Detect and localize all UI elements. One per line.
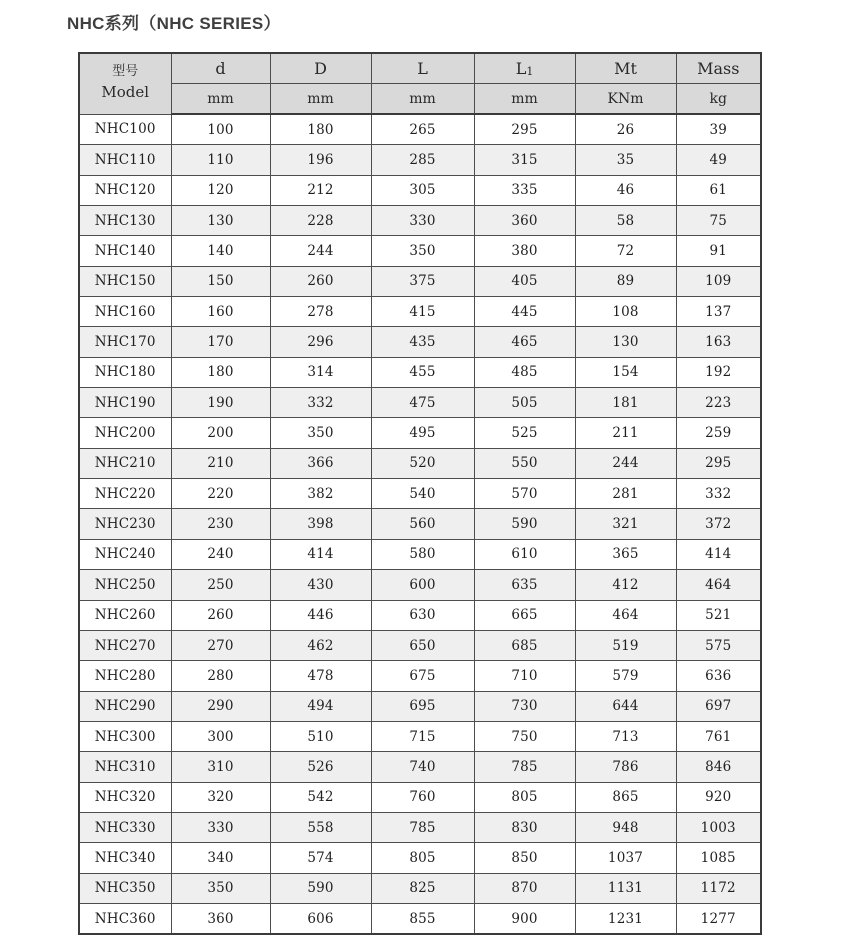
value-cell-mass: 636 (676, 661, 761, 691)
value-cell-mass: 109 (676, 266, 761, 296)
value-cell-mass: 1172 (676, 873, 761, 903)
value-cell-l1: 900 (474, 903, 575, 934)
value-cell-d: 526 (270, 752, 371, 782)
value-cell-l: 715 (371, 721, 474, 751)
model-cell: NHC100 (79, 114, 171, 145)
value-cell-l: 455 (371, 357, 474, 387)
value-cell-l: 695 (371, 691, 474, 721)
model-header-en: Model (101, 83, 150, 102)
value-cell-mt: 108 (575, 297, 676, 327)
table-row (79, 721, 761, 751)
value-cell-mass: 163 (676, 327, 761, 357)
value-cell-d: 558 (270, 812, 371, 842)
model-cell: NHC230 (79, 509, 171, 539)
value-cell-d: 290 (171, 691, 270, 721)
column-unit-d: mm (171, 84, 270, 115)
value-cell-l1: 610 (474, 539, 575, 569)
value-cell-l: 305 (371, 175, 474, 205)
value-cell-mass: 697 (676, 691, 761, 721)
model-cell: NHC200 (79, 418, 171, 448)
value-cell-d: 310 (171, 752, 270, 782)
value-cell-d: 430 (270, 570, 371, 600)
value-cell-mt: 281 (575, 479, 676, 509)
value-cell-l: 785 (371, 812, 474, 842)
value-cell-d: 160 (171, 297, 270, 327)
value-cell-mt: 211 (575, 418, 676, 448)
value-cell-mass: 464 (676, 570, 761, 600)
model-cell: NHC160 (79, 297, 171, 327)
model-cell: NHC210 (79, 448, 171, 478)
value-cell-l1: 785 (474, 752, 575, 782)
column-label: D (314, 59, 327, 78)
value-cell-l1: 295 (474, 114, 575, 145)
value-cell-d: 478 (270, 661, 371, 691)
value-cell-l: 375 (371, 266, 474, 296)
column-unit-d: mm (270, 84, 371, 115)
table-row (79, 812, 761, 842)
table-header (79, 53, 761, 114)
value-cell-d: 150 (171, 266, 270, 296)
value-cell-mt: 365 (575, 539, 676, 569)
value-cell-d: 446 (270, 600, 371, 630)
value-cell-l1: 380 (474, 236, 575, 266)
column-header-l (371, 53, 474, 84)
table-row (79, 539, 761, 569)
value-cell-l: 675 (371, 661, 474, 691)
table-row (79, 630, 761, 660)
value-cell-mass: 61 (676, 175, 761, 205)
value-cell-l1: 710 (474, 661, 575, 691)
column-label: Mass (697, 59, 740, 78)
value-cell-d: 228 (270, 206, 371, 236)
table-row (79, 206, 761, 236)
value-cell-mt: 58 (575, 206, 676, 236)
value-cell-l: 630 (371, 600, 474, 630)
value-cell-l1: 550 (474, 448, 575, 478)
value-cell-mass: 223 (676, 388, 761, 418)
value-cell-mass: 372 (676, 509, 761, 539)
value-cell-d: 130 (171, 206, 270, 236)
value-cell-d: 250 (171, 570, 270, 600)
column-label: d (215, 59, 226, 78)
page-title: NHC系列（NHC SERIES） (67, 14, 281, 33)
value-cell-d: 180 (270, 114, 371, 145)
value-cell-d: 366 (270, 448, 371, 478)
model-cell: NHC140 (79, 236, 171, 266)
column-label: L (417, 59, 428, 78)
value-cell-l: 540 (371, 479, 474, 509)
table-row (79, 357, 761, 387)
value-cell-mt: 786 (575, 752, 676, 782)
model-cell: NHC360 (79, 903, 171, 934)
value-cell-d: 260 (171, 600, 270, 630)
model-cell: NHC310 (79, 752, 171, 782)
value-cell-d: 280 (171, 661, 270, 691)
value-cell-l: 265 (371, 114, 474, 145)
model-cell: NHC170 (79, 327, 171, 357)
value-cell-l1: 445 (474, 297, 575, 327)
value-cell-d: 110 (171, 145, 270, 175)
table-row (79, 691, 761, 721)
value-cell-mass: 49 (676, 145, 761, 175)
model-cell: NHC190 (79, 388, 171, 418)
value-cell-l: 760 (371, 782, 474, 812)
table-body (79, 114, 761, 934)
value-cell-d: 574 (270, 843, 371, 873)
value-cell-mt: 579 (575, 661, 676, 691)
value-cell-mt: 412 (575, 570, 676, 600)
value-cell-mass: 1277 (676, 903, 761, 934)
model-cell: NHC260 (79, 600, 171, 630)
value-cell-d: 100 (171, 114, 270, 145)
header-row-units (79, 84, 761, 115)
model-cell: NHC120 (79, 175, 171, 205)
value-cell-mt: 1131 (575, 873, 676, 903)
value-cell-l1: 870 (474, 873, 575, 903)
value-cell-l: 740 (371, 752, 474, 782)
value-cell-mt: 1231 (575, 903, 676, 934)
value-cell-l1: 360 (474, 206, 575, 236)
value-cell-l1: 850 (474, 843, 575, 873)
value-cell-d: 462 (270, 630, 371, 660)
value-cell-d: 340 (171, 843, 270, 873)
value-cell-d: 200 (171, 418, 270, 448)
column-header-l1 (474, 53, 575, 84)
value-cell-l: 495 (371, 418, 474, 448)
table-row (79, 782, 761, 812)
value-cell-l: 650 (371, 630, 474, 660)
column-header-d (270, 53, 371, 84)
value-cell-mass: 846 (676, 752, 761, 782)
column-label: Mt (614, 59, 637, 78)
value-cell-d: 190 (171, 388, 270, 418)
value-cell-l: 475 (371, 388, 474, 418)
value-cell-mass: 920 (676, 782, 761, 812)
table-row (79, 327, 761, 357)
value-cell-d: 210 (171, 448, 270, 478)
value-cell-d: 196 (270, 145, 371, 175)
value-cell-mt: 46 (575, 175, 676, 205)
value-cell-l1: 730 (474, 691, 575, 721)
table-row (79, 236, 761, 266)
value-cell-l1: 830 (474, 812, 575, 842)
value-cell-l: 285 (371, 145, 474, 175)
value-cell-mt: 1037 (575, 843, 676, 873)
value-cell-l: 350 (371, 236, 474, 266)
value-cell-l1: 685 (474, 630, 575, 660)
value-cell-d: 296 (270, 327, 371, 357)
value-cell-l1: 505 (474, 388, 575, 418)
value-cell-d: 542 (270, 782, 371, 812)
value-cell-d: 270 (171, 630, 270, 660)
column-unit-mt: KNm (575, 84, 676, 115)
value-cell-d: 332 (270, 388, 371, 418)
value-cell-l1: 590 (474, 509, 575, 539)
table-row (79, 418, 761, 448)
model-cell: NHC300 (79, 721, 171, 751)
value-cell-d: 360 (171, 903, 270, 934)
value-cell-l1: 805 (474, 782, 575, 812)
value-cell-l1: 665 (474, 600, 575, 630)
value-cell-mt: 519 (575, 630, 676, 660)
value-cell-l1: 315 (474, 145, 575, 175)
value-cell-mass: 1085 (676, 843, 761, 873)
value-cell-mt: 72 (575, 236, 676, 266)
value-cell-mass: 332 (676, 479, 761, 509)
value-cell-d: 320 (171, 782, 270, 812)
model-cell: NHC110 (79, 145, 171, 175)
value-cell-d: 244 (270, 236, 371, 266)
model-cell: NHC350 (79, 873, 171, 903)
table-row (79, 661, 761, 691)
value-cell-l1: 335 (474, 175, 575, 205)
column-unit-l: mm (371, 84, 474, 115)
value-cell-d: 414 (270, 539, 371, 569)
value-cell-d: 510 (270, 721, 371, 751)
value-cell-mass: 137 (676, 297, 761, 327)
value-cell-mt: 948 (575, 812, 676, 842)
table-row (79, 266, 761, 296)
value-cell-d: 590 (270, 873, 371, 903)
column-label-subscript: 1 (526, 65, 534, 78)
column-unit-mass: kg (676, 84, 761, 115)
value-cell-l: 825 (371, 873, 474, 903)
table-row (79, 509, 761, 539)
value-cell-d: 350 (270, 418, 371, 448)
column-header-mass (676, 53, 761, 84)
value-cell-mt: 244 (575, 448, 676, 478)
value-cell-d: 170 (171, 327, 270, 357)
model-cell: NHC320 (79, 782, 171, 812)
value-cell-l: 330 (371, 206, 474, 236)
value-cell-mass: 39 (676, 114, 761, 145)
model-cell: NHC150 (79, 266, 171, 296)
value-cell-d: 382 (270, 479, 371, 509)
value-cell-d: 140 (171, 236, 270, 266)
value-cell-mt: 321 (575, 509, 676, 539)
model-cell: NHC180 (79, 357, 171, 387)
value-cell-d: 278 (270, 297, 371, 327)
value-cell-d: 606 (270, 903, 371, 934)
table-row (79, 873, 761, 903)
model-cell: NHC240 (79, 539, 171, 569)
table-row (79, 479, 761, 509)
table-row (79, 145, 761, 175)
value-cell-d: 330 (171, 812, 270, 842)
value-cell-mt: 130 (575, 327, 676, 357)
value-cell-d: 220 (171, 479, 270, 509)
table-row (79, 752, 761, 782)
value-cell-l1: 465 (474, 327, 575, 357)
table-row (79, 388, 761, 418)
value-cell-d: 240 (171, 539, 270, 569)
value-cell-mass: 761 (676, 721, 761, 751)
value-cell-l1: 405 (474, 266, 575, 296)
value-cell-mass: 414 (676, 539, 761, 569)
table-row (79, 600, 761, 630)
value-cell-d: 350 (171, 873, 270, 903)
model-header-zh: 型号 (112, 64, 139, 80)
column-header-d (171, 53, 270, 84)
column-header-mt (575, 53, 676, 84)
value-cell-l: 435 (371, 327, 474, 357)
value-cell-l: 805 (371, 843, 474, 873)
model-cell: NHC220 (79, 479, 171, 509)
value-cell-mass: 91 (676, 236, 761, 266)
value-cell-l: 600 (371, 570, 474, 600)
value-cell-mass: 521 (676, 600, 761, 630)
value-cell-l1: 635 (474, 570, 575, 600)
value-cell-l: 520 (371, 448, 474, 478)
column-header-model (79, 53, 171, 114)
model-cell: NHC340 (79, 843, 171, 873)
table-row (79, 114, 761, 145)
value-cell-mt: 464 (575, 600, 676, 630)
value-cell-mt: 89 (575, 266, 676, 296)
value-cell-l: 855 (371, 903, 474, 934)
table-row (79, 448, 761, 478)
value-cell-l1: 525 (474, 418, 575, 448)
value-cell-l: 560 (371, 509, 474, 539)
value-cell-l1: 750 (474, 721, 575, 751)
value-cell-mass: 575 (676, 630, 761, 660)
table-row (79, 175, 761, 205)
value-cell-d: 180 (171, 357, 270, 387)
value-cell-mass: 259 (676, 418, 761, 448)
table-row (79, 843, 761, 873)
table-row (79, 570, 761, 600)
value-cell-l: 415 (371, 297, 474, 327)
value-cell-d: 314 (270, 357, 371, 387)
value-cell-l: 580 (371, 539, 474, 569)
value-cell-mt: 644 (575, 691, 676, 721)
value-cell-mt: 154 (575, 357, 676, 387)
table-row (79, 903, 761, 934)
value-cell-mass: 1003 (676, 812, 761, 842)
value-cell-l1: 570 (474, 479, 575, 509)
model-cell: NHC130 (79, 206, 171, 236)
value-cell-d: 212 (270, 175, 371, 205)
value-cell-d: 120 (171, 175, 270, 205)
model-cell: NHC280 (79, 661, 171, 691)
column-unit-l1: mm (474, 84, 575, 115)
model-cell: NHC330 (79, 812, 171, 842)
model-cell: NHC270 (79, 630, 171, 660)
value-cell-mt: 181 (575, 388, 676, 418)
table-row (79, 297, 761, 327)
value-cell-d: 398 (270, 509, 371, 539)
value-cell-mt: 713 (575, 721, 676, 751)
column-label: L (515, 59, 527, 78)
model-cell: NHC250 (79, 570, 171, 600)
value-cell-mass: 192 (676, 357, 761, 387)
value-cell-mass: 295 (676, 448, 761, 478)
value-cell-mass: 75 (676, 206, 761, 236)
nhc-series-spec-table (78, 52, 762, 935)
header-row-labels (79, 53, 761, 84)
value-cell-d: 260 (270, 266, 371, 296)
model-cell: NHC290 (79, 691, 171, 721)
value-cell-mt: 35 (575, 145, 676, 175)
value-cell-mt: 26 (575, 114, 676, 145)
value-cell-d: 230 (171, 509, 270, 539)
value-cell-mt: 865 (575, 782, 676, 812)
value-cell-d: 494 (270, 691, 371, 721)
value-cell-d: 300 (171, 721, 270, 751)
value-cell-l1: 485 (474, 357, 575, 387)
